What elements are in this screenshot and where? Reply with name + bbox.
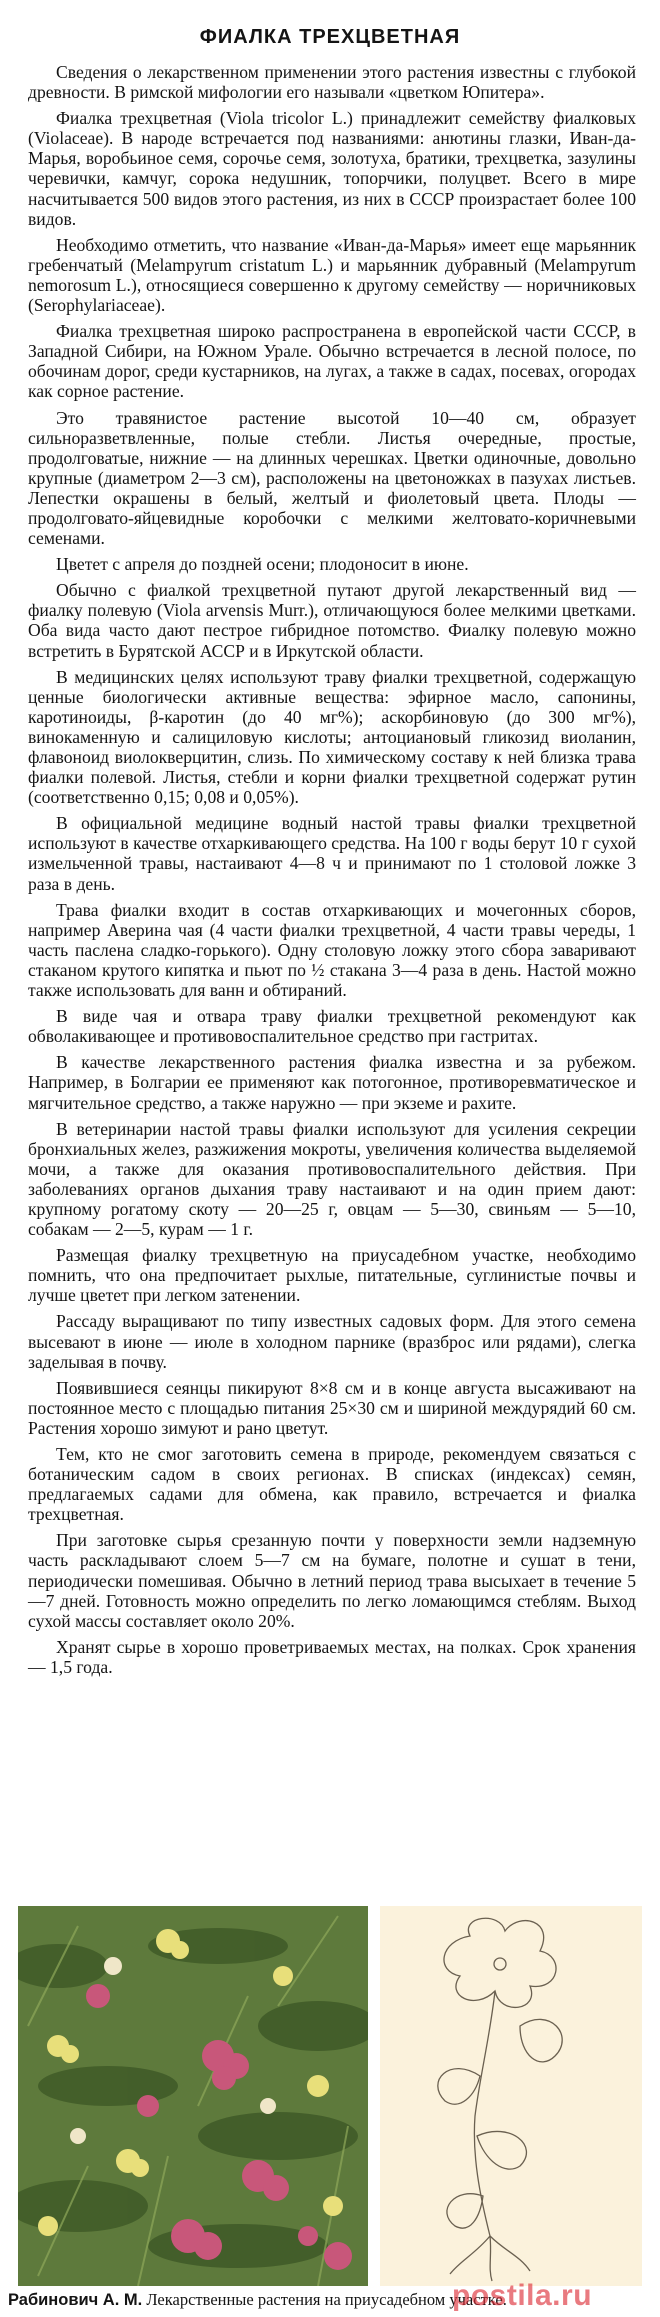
paragraph: В ветеринарии настой травы фиалки используют для усиления секреции бронхиальных желез, разжижения мокроты, увеличения количества выделяемой мочи, а также для оказания противовоспалительного действия. При заболеваниях органов дыхания траву настаивают и на один прием дают: крупному рогатому скоту — 20—25 г, овцам — 5—30, свиньям — 5—10, собакам — 2—5, курам — 1 г. (28, 1118, 636, 1240)
paragraph: При заготовке сырья срезанную почти у поверхности земли надземную часть раскладывают слоем 5—7 см на бумаге, полотне и сушат в тени, периодически помешивая. Обычно в летний период трава высыхает в течение 5—7 дней. Готовность можно определить по легко ломающимся стеблям. Выход сухой массы составляет около 20%. (28, 1530, 636, 1631)
pansy-photo (18, 1906, 368, 2286)
paragraph: Цветет с апреля до поздней осени; плодоносит в июне. (56, 554, 469, 575)
paragraph: Появившиеся сеянцы пикируют 8×8 см и в конце августа высаживают на постоянное место с площадью питания 25×30 см и шириной междурядий 60 см. Растения хорошо зимуют и рано цветут. (28, 1377, 636, 1438)
paragraph: Размещая фиалку трехцветную на приусадебном участке, необходимо помнить, что она предпочитает рыхлые, питательные, суглинистые почвы и лучше цветет при легком затенении. (28, 1245, 636, 1306)
pansy-photo-illustration (18, 1906, 368, 2286)
paragraph: Фиалка трехцветная (Viola tricolor L.) принадлежит семейству фиалковых (Violaceae). В народе встречается под названиями: анютины глазки, Иван-да-Марья, воробьиное семя, сорочье семя, золотуха, братики, трехцветка, зазулины черевички, камчуг, сорока недушник, топорчики, полуцвет. Всего в мире насчитывается 500 видов этого растения, из них в СССР произрастает более 100 видов. (28, 108, 636, 229)
pansy-drawing-illustration (380, 1906, 642, 2286)
caption-book-title: Лекарственные растения на приусадебном участке. (146, 2290, 507, 2309)
paragraph: Обычно с фиалкой трехцветной путают другой лекарственный вид — фиалку полевую (Viola arvensis Murr.), отличающуюся более мелкими цветками. Оба вида часто дают пестрое гибридное потомство. Фиалку полевую можно встретить в Бурятской АССР и в Иркутской области. (28, 580, 636, 661)
paragraph: В медицинских целях используют траву фиалки трехцветной, содержащую ценные биологически активные вещества: эфирное масло, сапонины, каротиноиды, β-каротин (до 40 мг%); аскорбиновую (до 300 мг%), винокаменную и салициловую кислоты; антоциановый гликозид виоланин, флавоноид виолокверцитин, слизь. По химическому составу к ней близка трава фиалки полевой. Листья, стебли и корни фиалки трехцветной содержат рутин (соответственно 0,15; 0,08 и 0,05%). (28, 666, 636, 808)
paragraph: В качестве лекарственного растения фиалка известна и за рубежом. Например, в Болгарии ее применяют как потогонное, противоревматическое и мягчительное средство, а также наружно — при экземе и рахите. (28, 1052, 636, 1113)
paragraph: В официальной медицине водный настой травы фиалки трехцветной используют в качестве отхаркивающего средства. На 100 г воды берут 10 г сухой измельченной травы, настаивают 4—8 ч и принимают по 1 столовой ложке 3 раза в день. (28, 813, 636, 894)
caption-author: Рабинович А. М. (8, 2291, 143, 2309)
paragraph: Необходимо отметить, что название «Иван-да-Марья» имеет еще марьянник гребенчатый (Melampyrum cristatum L.) и марьянник дубравный (Melampyrum nemorosum L.), относящиеся совершенно к другому семейству — норичниковых (Serophylariaceae). (28, 234, 636, 316)
paragraph: Сведения о лекарственном применении этого растения известны с глубокой древности. В римской мифологии его называли «цветком Юпитера». (28, 62, 636, 103)
paragraph: Это травянистое растение высотой 10—40 см, образует сильноразветвленные, полые стебли. Листья очередные, простые, продолговатые, нижние — на длинных черешках. Цветки одиночные, довольно крупные (диаметром 2—3 см), расположены на цветоножках в пазухах листьев. Лепестки окрашены в белый, желтый и фиолетовый цвета. Плоды — продолговато-яйцевидные коробочки с мелкими желтовато-коричневыми семенами. (28, 407, 636, 549)
paragraph: Рассаду выращивают по типу известных садовых форм. Для этого семена высевают в июне — июле в холодном парнике (вразброс или рядами), слегка заделывая в почву. (28, 1311, 636, 1372)
article-body (28, 62, 636, 1683)
pansy-drawing (380, 1906, 642, 2286)
article-title: ФИАЛКА ТРЕХЦВЕТНАЯ (199, 26, 461, 48)
paragraph: В виде чая и отвара траву фиалки трехцветной рекомендуют как обволакивающее и противовоспалительное средство при гастритах. (28, 1006, 636, 1047)
paragraph: Хранят сырье в хорошо проветриваемых местах, на полках. Срок хранения — 1,5 года. (28, 1636, 636, 1677)
paragraph: Трава фиалки входит в состав отхаркивающих и мочегонных сборов, например Аверина чая (4 части фиалки трехцветной, 4 части травы череды, 1 часть паслена сладко-горького). Одну столовую ложку этого сбора заваривают стаканом крутого кипятка и пьют по ½ стакана 3—4 раза в день. Настой можно также использовать для ванн и обтираний. (28, 899, 636, 1001)
watermark: postila.ru (452, 2279, 593, 2312)
paragraph: Тем, кто не смог заготовить семена в природе, рекомендуем связаться с ботаническим садом в своих регионах. В списках (индексах) семян, предлагаемых садами для обмена, как правило, встречается и фиалка трехцветная. (28, 1444, 636, 1525)
paragraph: Фиалка трехцветная широко распространена в европейской части СССР, в Западной Сибири, на Южном Урале. Обычно встречается в лесной полосе, по обочинам дорог, среди кустарников, на лугах, а также в садах, посевах, огородах как сорное растение. (28, 321, 636, 402)
